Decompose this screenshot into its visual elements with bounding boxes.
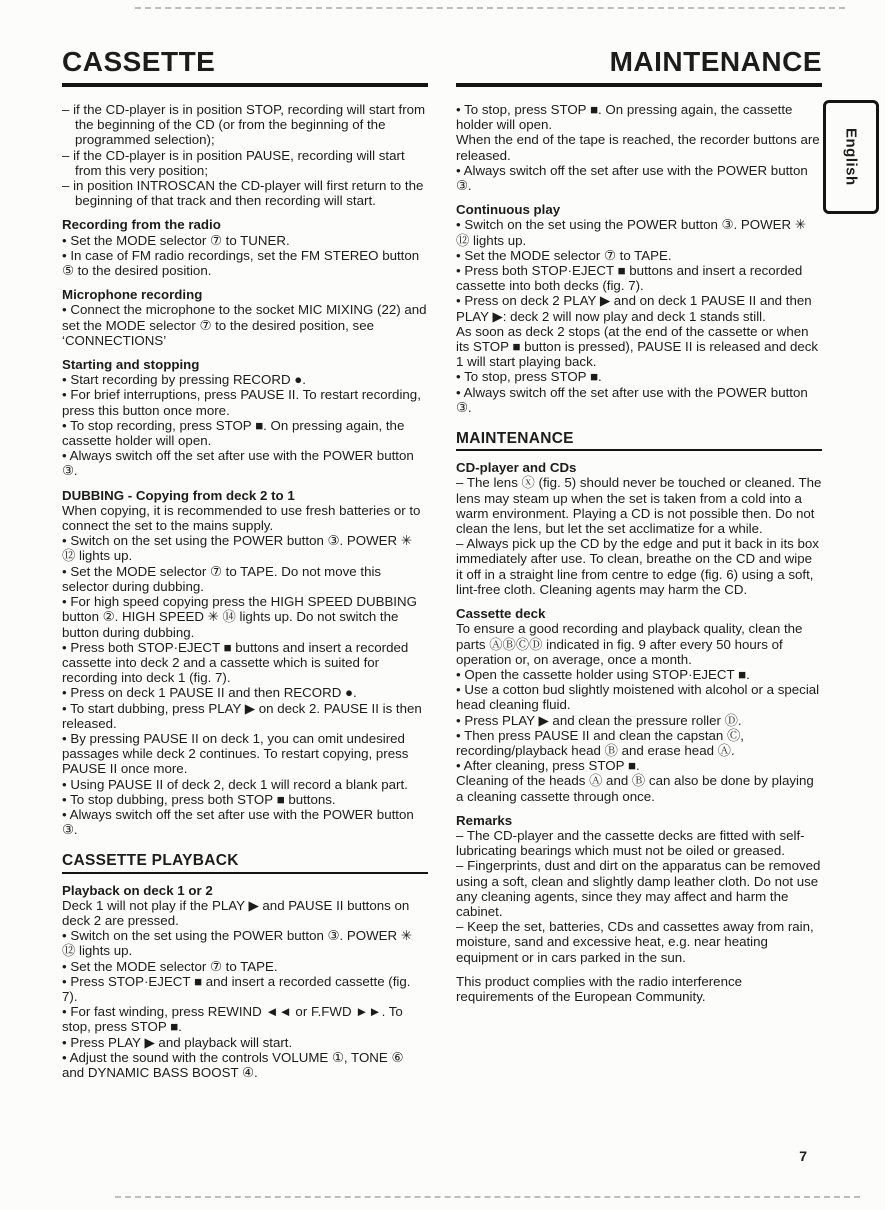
subheading: Playback on deck 1 or 2 <box>62 882 213 898</box>
subheading: CD-player and CDs <box>456 460 577 476</box>
bullet-item: • Press on deck 2 PLAY ▶ and on deck 1 PAUSE II and then PLAY ▶: deck 2 will now play and deck 1 stands still. <box>456 293 812 324</box>
bullet-item: • Always switch off the set after use with the POWER button ③. <box>62 806 414 838</box>
subheading: Starting and stopping <box>62 357 200 373</box>
subheading: Microphone recording <box>62 287 203 303</box>
paragraph: To ensure a good recording and playback quality, clean the parts ⒶⒷⒸⒹ indicated in fig. 9 after every 50 hours of operation or, on average, once a month. <box>456 621 803 667</box>
bullet-item: • Adjust the sound with the controls VOLUME ①, TONE ⑥ and DYNAMIC BASS BOOST ④. <box>62 1049 404 1080</box>
header-rule-left <box>62 83 428 87</box>
bullet-item: • Press on deck 1 PAUSE II and then RECORD ●. <box>62 685 357 701</box>
dash-item: – The CD-player and the cassette decks are fitted with self-lubricating bearings which must not be oiled or greased. <box>456 827 805 859</box>
paragraph: Deck 1 will not play if the PLAY ▶ and PAUSE II buttons on deck 2 are pressed. <box>62 897 410 928</box>
dash-item: – if the CD-player is in position PAUSE, recording will start from this very position; <box>62 147 405 178</box>
paragraph: When copying, it is recommended to use fresh batteries or to connect the set to the mains supply. <box>62 502 421 534</box>
section-heading: CASSETTE PLAYBACK <box>62 853 428 873</box>
subheading: Continuous play <box>456 202 561 218</box>
dash-item: – Always pick up the CD by the edge and put it back in its box immediately after use. To clean, breathe on the CD and wipe it off in a straight line from centre to edge (fig. 6) using a soft, lint-free cloth. Cleaning agents may harm the CD. <box>456 536 819 597</box>
paragraph: Cleaning of the heads Ⓐ and Ⓑ can also be done by playing a cleaning cassette through once. <box>456 773 814 804</box>
dash-item: – Keep the set, batteries, CDs and cassettes away from rain, moisture, sand and excessive heat, e.g. near heating equipment or in cars parked in the sun. <box>456 919 814 965</box>
bullet-item: • For high speed copying press the HIGH SPEED DUBBING button ②. HIGH SPEED ✳ ⑭ lights up. Do not switch the button during dubbing. <box>62 594 417 640</box>
bullet-item: • Using PAUSE II of deck 2, deck 1 will record a blank part. <box>62 776 408 792</box>
bullet-item: • Open the cassette holder using STOP·EJECT ■. <box>456 666 750 682</box>
bullet-item: • To start dubbing, press PLAY ▶ on deck 2. PAUSE II is then released. <box>62 700 422 731</box>
header-rule-right <box>456 83 822 87</box>
header-left-cell <box>62 48 428 87</box>
page-number: 7 <box>799 1148 807 1164</box>
bullet-item: • For brief interruptions, press PAUSE II. To restart recording, press this button once more. <box>62 387 421 418</box>
bullet-item: • Use a cotton bud slightly moistened with alcohol or a special head cleaning fluid. <box>456 682 820 713</box>
paragraph: As soon as deck 2 stops (at the end of the cassette or when its STOP ■ button is pressed), PAUSE II is released and deck 1 will start playing back. <box>456 323 819 370</box>
bullet-item: • Press both STOP·EJECT ■ buttons and insert a recorded cassette into both decks (fig. 7). <box>456 263 803 294</box>
dash-item: – The lens ⓧ (fig. 5) should never be touched or cleaned. The lens may steam up when the set is taken from a cold into a warm environment. Playing a CD is not possible then. Do not clean the lens, but let the set acclimatize for a while. <box>456 475 822 537</box>
subheading: DUBBING - Copying from deck 2 to 1 <box>62 487 295 503</box>
dash-item: – Fingerprints, dust and dirt on the apparatus can be removed using a soft, clean and slightly damp leather cloth. Do not use any cleaning agents, since they may affect and harm the cabinet. <box>456 858 821 919</box>
subheading: Recording from the radio <box>62 217 221 233</box>
paragraph: This product complies with the radio interference requirements of the European Community. <box>456 973 743 1004</box>
dash-item: – in position INTROSCAN the CD-player will first return to the beginning of that track and then recording will start. <box>62 178 424 209</box>
bullet-item: • Press PLAY ▶ and playback will start. <box>62 1034 293 1050</box>
column-left <box>62 102 428 1080</box>
bullet-item: • Start recording by pressing RECORD ●. <box>62 372 306 388</box>
bullet-item: • Always switch off the set after use with the POWER button ③. <box>456 384 808 415</box>
bullet-item: • Press both STOP·EJECT ■ buttons and insert a recorded cassette into deck 2 and a cassette which is suited for recording into deck 1 (fig. 7). <box>62 639 409 686</box>
bullet-item: • For fast winding, press REWIND ◄◄ or F.FWD ►►. To stop, press STOP ■. <box>62 1004 403 1035</box>
bullet-item: • Press PLAY ▶ and clean the pressure roller Ⓓ. <box>456 712 742 728</box>
page-title-cassette: CASSETTE <box>62 46 216 77</box>
bullet-item: • Set the MODE selector ⑦ to TAPE. Do not move this selector during dubbing. <box>62 563 382 594</box>
page-title-maintenance: MAINTENANCE <box>609 46 822 77</box>
section-heading: MAINTENANCE <box>456 431 822 451</box>
dash-item: – if the CD-player is in position STOP, recording will start from the beginning of the CD (or from the beginning of the programmed selection); <box>62 102 426 148</box>
bullet-item: • Set the MODE selector ⑦ to TUNER. <box>62 232 290 248</box>
page-header <box>62 48 822 87</box>
language-tab <box>823 100 879 214</box>
bullet-item: • Always switch off the set after use with the POWER button ③. <box>62 448 414 479</box>
bullet-item: • After cleaning, press STOP ■. <box>456 758 640 774</box>
bullet-item: • Then press PAUSE II and clean the capstan Ⓒ, recording/playback head Ⓑ and erase head Ⓐ. <box>456 727 744 758</box>
bullet-item: • Connect the microphone to the socket MIC MIXING (22) and set the MODE selector ⑦ to the desired position, see ‘CONNECTIONS’ <box>62 302 427 348</box>
column-right <box>456 102 822 1080</box>
bullet-item: • To stop recording, press STOP ■. On pressing again, the cassette holder will open. <box>62 417 405 449</box>
bullet-item: • By pressing PAUSE II on deck 1, you can omit undesired passages while deck 2 continues. To restart copying, press PAUSE II once more. <box>62 730 409 777</box>
content <box>62 102 822 1080</box>
bullet-item: • In case of FM radio recordings, set the FM STEREO button ⑤ to the desired position. <box>62 247 420 279</box>
bullet-item: • Switch on the set using the POWER button ③. POWER ✳ ⑫ lights up. <box>456 217 806 248</box>
bullet-item: • Switch on the set using the POWER button ③. POWER ✳ ⑫ lights up. <box>62 928 412 959</box>
scan-artifact-top <box>135 7 845 9</box>
scan-artifact-bottom <box>115 1196 860 1198</box>
bullet-item: • Switch on the set using the POWER button ③. POWER ✳ ⑫ lights up. <box>62 533 412 564</box>
header-right-cell <box>456 48 822 87</box>
bullet-item: • Set the MODE selector ⑦ to TAPE. <box>456 247 672 263</box>
subheading: Cassette deck <box>456 606 546 622</box>
paragraph: When the end of the tape is reached, the recorder buttons are released. <box>456 132 820 163</box>
language-tab-label: English <box>842 128 860 186</box>
bullet-item: • To stop dubbing, press both STOP ■ buttons. <box>62 791 336 807</box>
subheading: Remarks <box>456 812 513 828</box>
bullet-item: • To stop, press STOP ■. On pressing again, the cassette holder will open. <box>456 102 793 133</box>
bullet-item: • Press STOP·EJECT ■ and insert a recorded cassette (fig. 7). <box>62 973 411 1004</box>
bullet-item: • Set the MODE selector ⑦ to TAPE. <box>62 958 278 974</box>
bullet-item: • To stop, press STOP ■. <box>456 369 602 385</box>
bullet-item: • Always switch off the set after use with the POWER button ③. <box>456 162 808 194</box>
